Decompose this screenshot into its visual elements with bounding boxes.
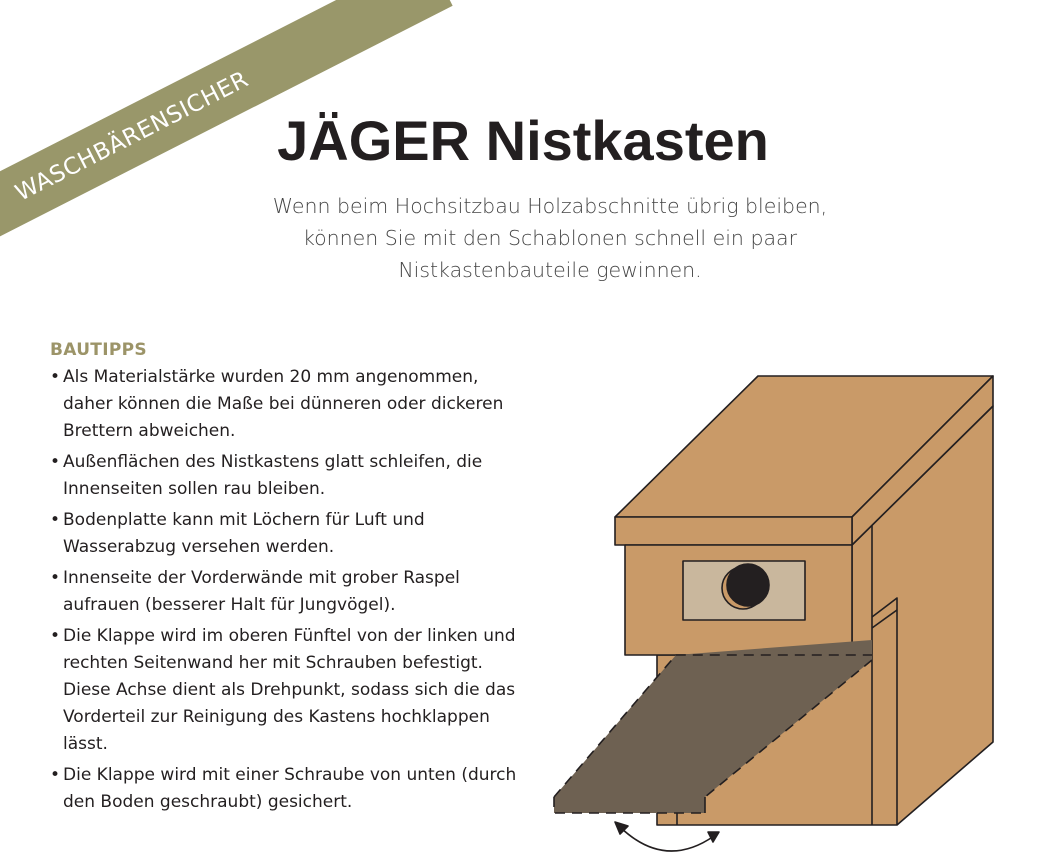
tip-item: • Als Materialstärke wurden 20 mm angenommen, daher können die Maße bei dünneren oder dickeren Brettern abweichen. xyxy=(50,364,530,445)
tip-item: • Innenseite der Vorderwände mit grober Raspel aufrauen (besserer Halt für Jungvögel). xyxy=(50,565,530,619)
intro-line: Wenn beim Hochsitzbau Holzabschnitte übrig bleiben, xyxy=(272,194,828,218)
tip-item: • Bodenplatte kann mit Löchern für Luft und Wasserabzug versehen werden. xyxy=(50,507,530,561)
tip-item: • Die Klappe wird mit einer Schraube von unten (durch den Boden geschraubt) gesichert. xyxy=(50,762,530,816)
tip-item: • Außenflächen des Nistkastens glatt schleifen, die Innenseiten sollen rau bleiben. xyxy=(50,449,530,503)
tips-heading: BAUTIPPS xyxy=(50,340,147,360)
intro-line: können Sie mit den Schablonen schnell ein paar xyxy=(302,226,798,250)
corner-banner: WASCHBÄRENSICHER xyxy=(0,0,453,260)
intro-line: Nistkastenbauteile gewinnen. xyxy=(398,258,702,282)
roof-front xyxy=(615,517,852,545)
tip-item: • Die Klappe wird im oberen Fünftel von der linken und rechten Seitenwand her mit Schrauben befestigt. Diese Achse dient als Drehpunkt, sodass sich die das Vorderteil zur Reinigung des Kastens hochklappen lässt. xyxy=(50,623,530,758)
swing-arrow-icon xyxy=(620,827,714,851)
entrance-hole-icon xyxy=(727,564,769,606)
page-title: JÄGER Nistkasten xyxy=(277,109,769,172)
